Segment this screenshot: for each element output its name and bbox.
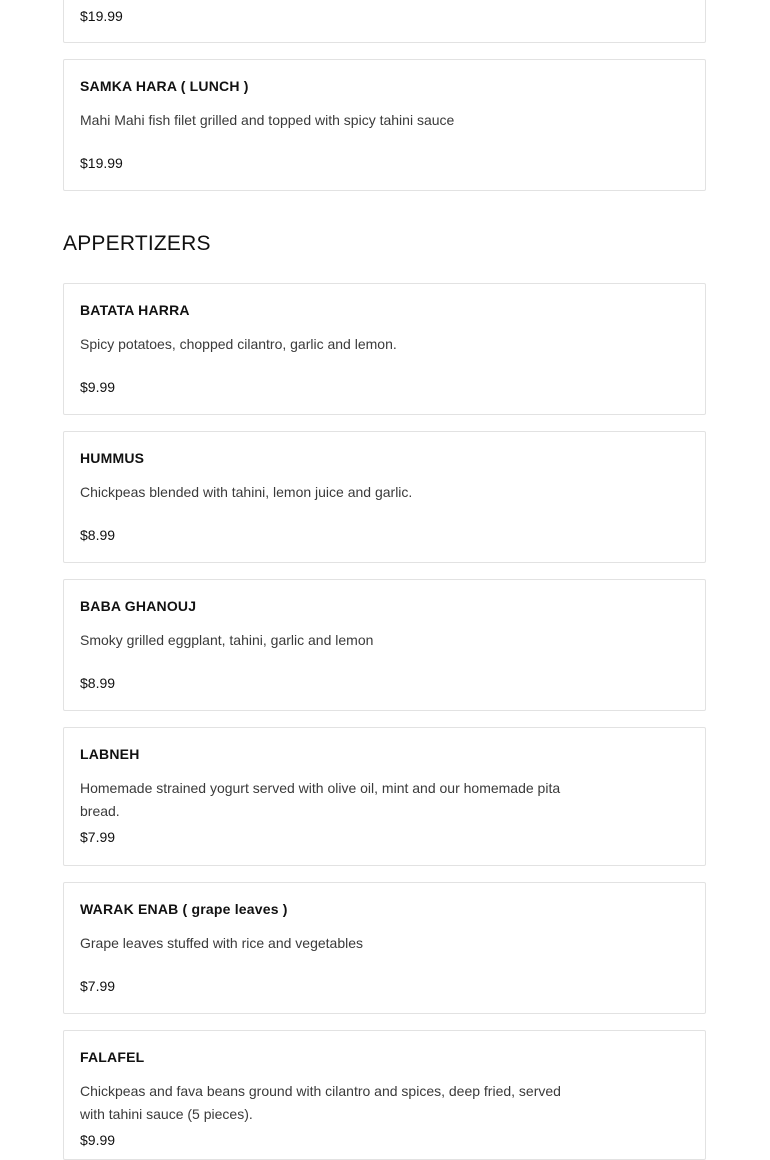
menu-item-name: BATATA HARRA [80, 302, 190, 318]
menu-item-price: $19.99 [80, 8, 123, 24]
menu-item-description: Homemade strained yogurt served with olive oil, mint and our homemade pita bread. [80, 780, 561, 819]
menu-item-card[interactable] [63, 882, 706, 1014]
menu-item-name: BABA GHANOUJ [80, 598, 197, 614]
menu-item-price: $9.99 [80, 1132, 116, 1148]
menu-item-description: Smoky grilled eggplant, tahini, garlic and lemon [80, 632, 374, 648]
menu-item-card[interactable] [63, 431, 706, 563]
menu-item-card[interactable] [63, 283, 706, 415]
menu-item-description: Spicy potatoes, chopped cilantro, garlic and lemon. [80, 336, 397, 352]
menu-item-name: HUMMUS [80, 450, 145, 466]
menu-item-price: $8.99 [80, 527, 116, 543]
menu-item-description: Chickpeas and fava beans ground with cilantro and spices, deep fried, served with tahini sauce (5 pieces). [80, 1083, 561, 1122]
section-title-appetizers: APPERTIZERS [63, 232, 211, 255]
menu-item-price: $19.99 [80, 155, 123, 171]
menu-item-card[interactable] [63, 579, 706, 711]
menu-item-card[interactable] [63, 0, 706, 43]
menu-item-price: $8.99 [80, 675, 116, 691]
menu-item-card[interactable] [63, 1030, 706, 1160]
menu-item-name: SAMKA HARA ( LUNCH ) [80, 78, 249, 94]
menu-item-card[interactable] [63, 727, 706, 866]
menu-item-description: Chickpeas blended with tahini, lemon juice and garlic. [80, 484, 413, 500]
menu-item-name: WARAK ENAB ( grape leaves ) [80, 901, 288, 917]
menu-item-description: Mahi Mahi fish filet grilled and topped with spicy tahini sauce [80, 112, 455, 128]
menu-item-name: LABNEH [80, 746, 140, 762]
menu-item-price: $7.99 [80, 978, 116, 994]
menu-item-description: Grape leaves stuffed with rice and vegetables [80, 935, 364, 951]
menu-item-name: FALAFEL [80, 1049, 145, 1065]
menu-item-card[interactable] [63, 59, 706, 191]
menu-item-price: $7.99 [80, 829, 116, 845]
menu-item-price: $9.99 [80, 379, 116, 395]
